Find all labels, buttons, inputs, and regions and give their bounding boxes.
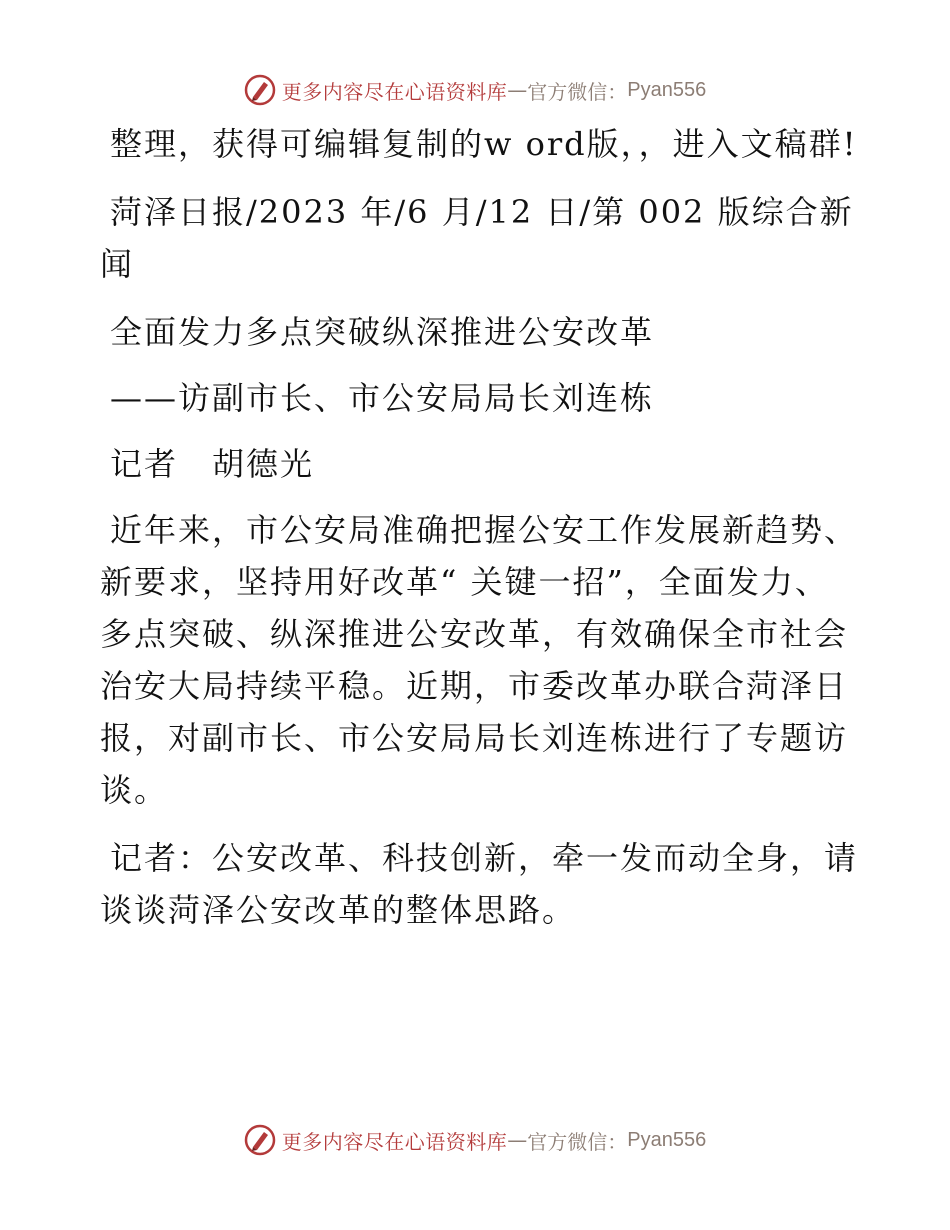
article-subtitle: ——访副市长、市公安局局长刘连栋 bbox=[110, 379, 655, 417]
intro-paragraph: 整理，获得可编辑复制的w ord版，，进入文稿群! bbox=[110, 125, 858, 163]
banner-text: 更多内容尽在心语资料库 bbox=[281, 79, 508, 104]
banner-text: 更多内容尽在心语资料库 bbox=[281, 1129, 508, 1154]
banner-wechat-id: Pyan556 bbox=[627, 1128, 707, 1151]
banner-wechat-id: Pyan556 bbox=[627, 78, 707, 101]
banner-wechat-label: 官方微信： bbox=[527, 1129, 628, 1154]
banner-separator: — bbox=[507, 78, 528, 102]
pen-logo-icon bbox=[244, 74, 276, 106]
footer-banner bbox=[0, 1120, 950, 1160]
body-paragraph: 近年来，市公安局准确把握公安工作发展新趋势、新要求，坚持用好改革“ 关键一招”，全面发力、多点突破、纵深推进公安改革，有效确保全市社会治安大局持续平稳。近期，市委改革办联合菏泽日报，对副市长、市公安局局长刘连栋进行了专题访谈。 bbox=[100, 511, 859, 809]
pen-logo-icon bbox=[244, 1124, 276, 1156]
header-banner bbox=[0, 70, 950, 110]
reporter-line: 记者 胡德光 bbox=[110, 445, 315, 483]
banner-wechat-label: 官方微信： bbox=[527, 79, 628, 104]
source-line: 菏泽日报/2023 年/6 月/12 日/第 002 版综合新闻 bbox=[100, 193, 854, 283]
question-paragraph: 记者：公安改革、科技创新，牵一发而动全身，请谈谈菏泽公安改革的整体思路。 bbox=[100, 839, 859, 929]
document-body bbox=[100, 118, 860, 952]
article-title: 全面发力多点突破纵深推进公安改革 bbox=[110, 313, 655, 351]
banner-separator: — bbox=[507, 1128, 528, 1152]
